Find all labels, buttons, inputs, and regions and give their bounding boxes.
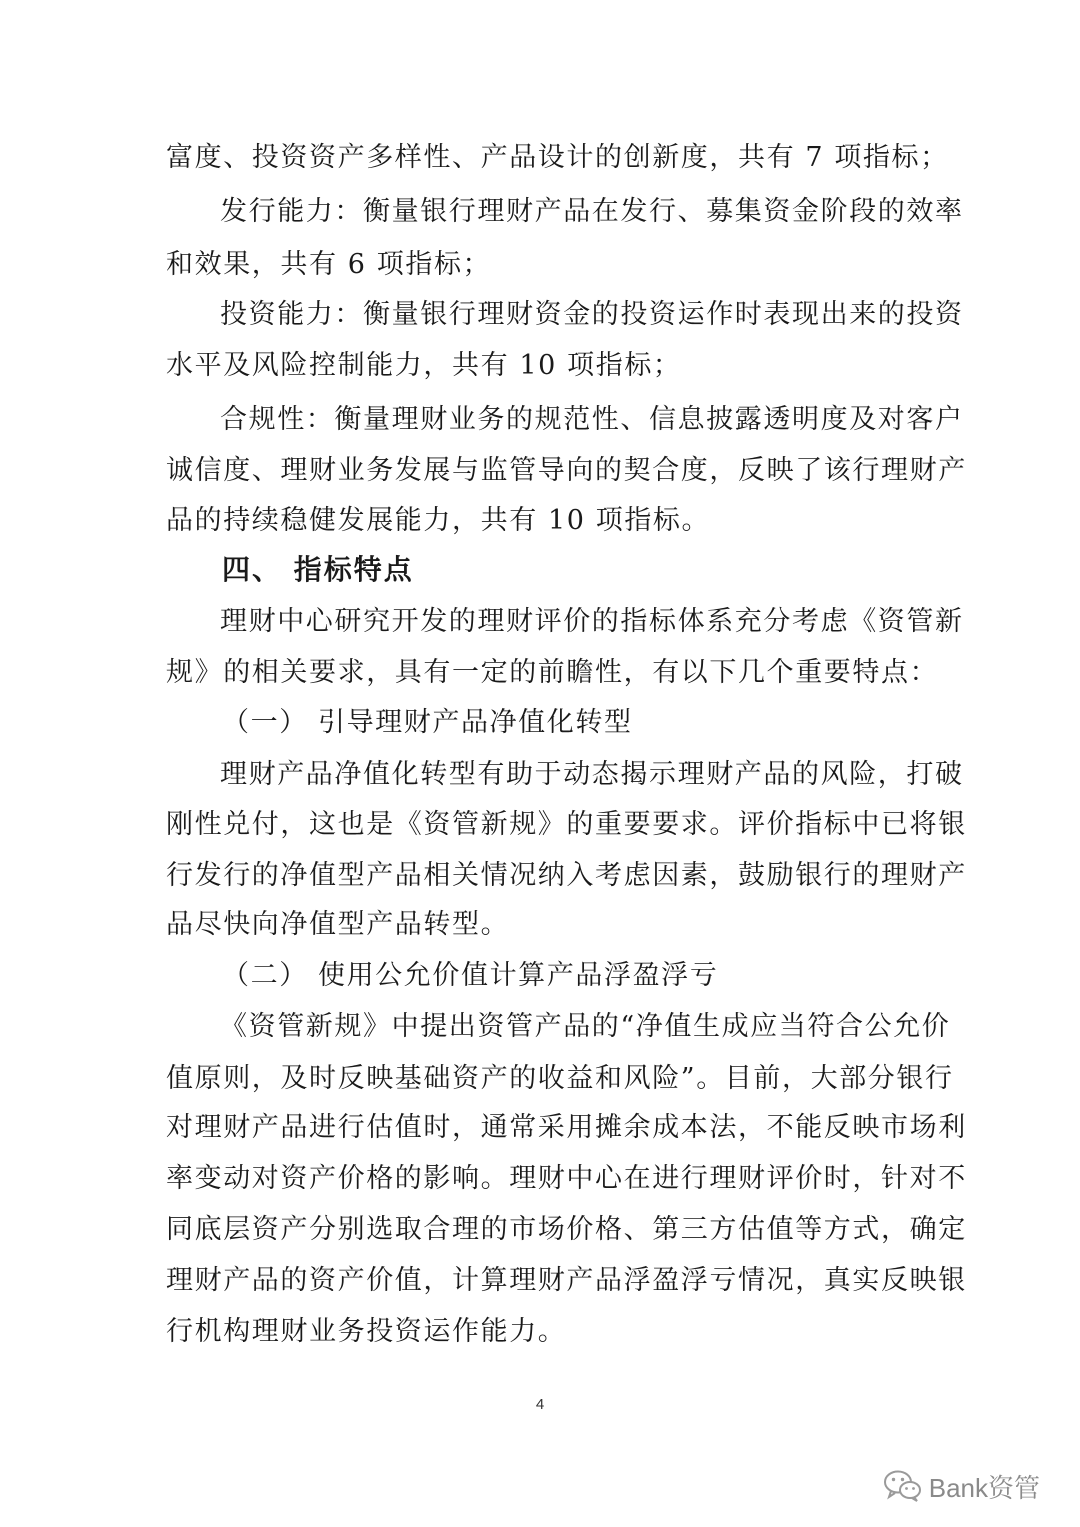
body-line: 刚性兑付，这也是《资管新规》的重要要求。评价指标中已将银 bbox=[166, 809, 967, 840]
body-line: 诚信度、理财业务发展与监管导向的契合度，反映了该行理财产 bbox=[166, 455, 967, 486]
watermark-text: Bank资管 bbox=[928, 1472, 1040, 1503]
body-line: 投资能力：衡量银行理财资金的投资运作时表现出来的投资 bbox=[220, 299, 964, 330]
body-line: 和效果，共有 6 项指标； bbox=[166, 249, 492, 280]
body-line: 水平及风险控制能力，共有 10 项指标； bbox=[166, 350, 682, 381]
body-line: 品尽快向净值型产品转型。 bbox=[166, 909, 510, 940]
body-line: 理财产品的资产价值，计算理财产品浮盈浮亏情况，真实反映银 bbox=[166, 1265, 967, 1296]
body-line: 值原则，及时反映基础资产的收益和风险”。目前，大部分银行 bbox=[166, 1063, 954, 1094]
page-number: 4 bbox=[535, 1396, 545, 1413]
body-line: 规》的相关要求，具有一定的前瞻性，有以下几个重要特点： bbox=[166, 657, 939, 688]
body-line: 同底层资产分别选取合理的市场价格、第三方估值等方式，确定 bbox=[166, 1214, 967, 1245]
body-line: 品的持续稳健发展能力，共有 10 项指标。 bbox=[166, 505, 711, 536]
body-line: 理财产品净值化转型有助于动态揭示理财产品的风险，打破 bbox=[220, 759, 964, 790]
body-line: 富度、投资资产多样性、产品设计的创新度，共有 7 项指标； bbox=[166, 142, 949, 173]
body-line: 发行能力：衡量银行理财产品在发行、募集资金阶段的效率 bbox=[220, 196, 964, 227]
subsection-heading: （一） 引导理财产品净值化转型 bbox=[222, 707, 633, 738]
section-heading: 四、 指标特点 bbox=[222, 553, 414, 586]
wechat-icon bbox=[883, 1469, 923, 1503]
subsection-heading: （二） 使用公允价值计算产品浮盈浮亏 bbox=[222, 960, 719, 991]
body-line: 行机构理财业务投资运作能力。 bbox=[166, 1316, 567, 1347]
body-line: 率变动对资产价格的影响。理财中心在进行理财评价时，针对不 bbox=[166, 1163, 967, 1194]
body-line: 对理财产品进行估值时，通常采用摊余成本法，不能反映市场利 bbox=[166, 1112, 967, 1143]
body-line: 《资管新规》中提出资管产品的“净值生成应当符合公允价 bbox=[220, 1011, 951, 1042]
body-line: 理财中心研究开发的理财评价的指标体系充分考虑《资管新 bbox=[220, 606, 964, 637]
watermark bbox=[883, 1466, 1040, 1506]
body-line: 合规性：衡量理财业务的规范性、信息披露透明度及对客户 bbox=[220, 404, 964, 435]
body-line: 行发行的净值型产品相关情况纳入考虑因素，鼓励银行的理财产 bbox=[166, 860, 967, 891]
